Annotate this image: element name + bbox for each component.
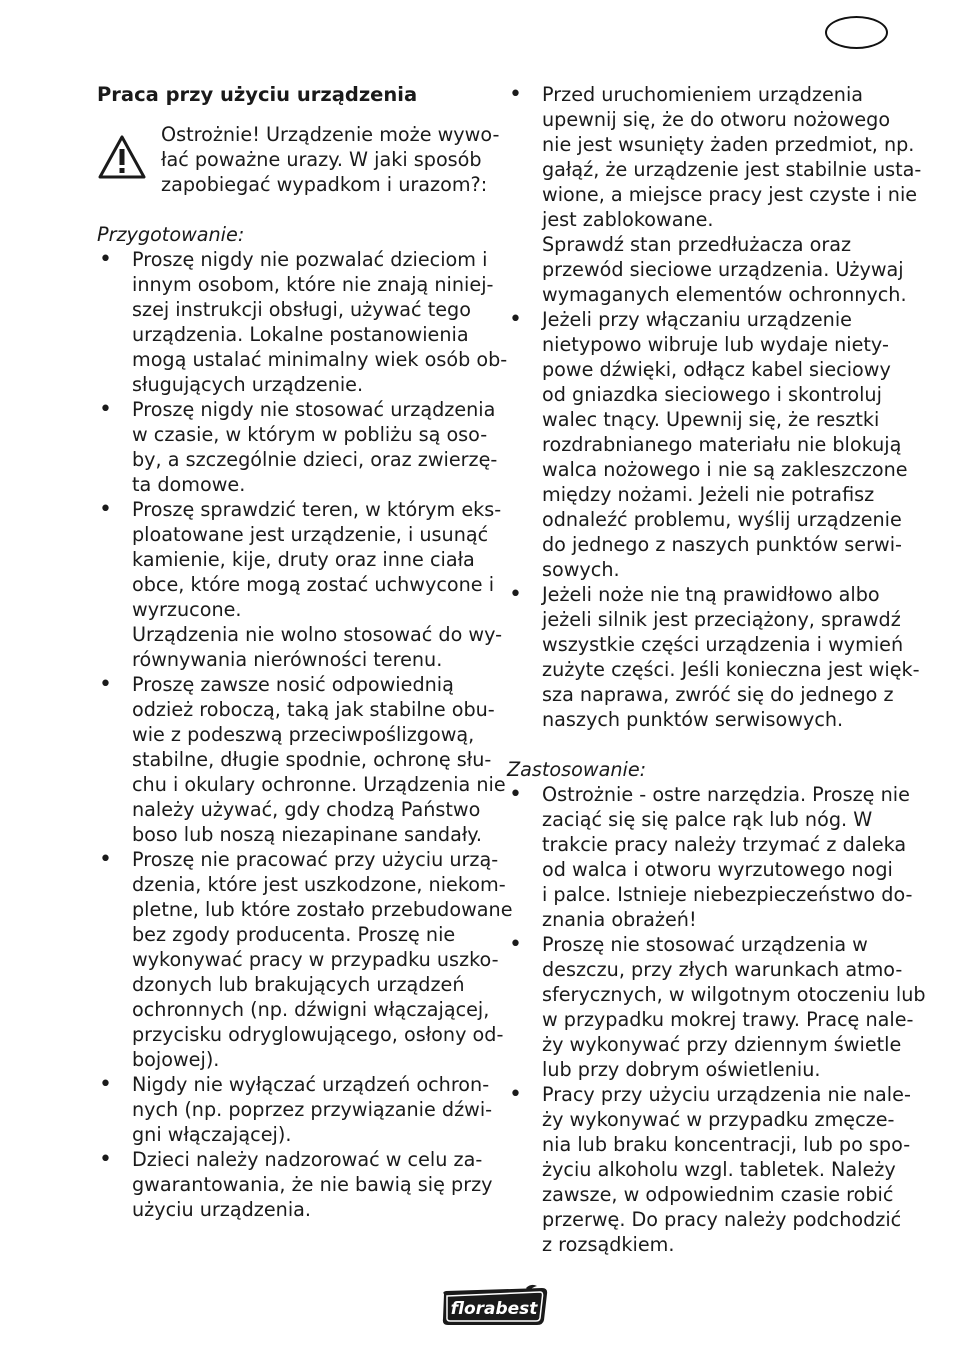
list-item-line: w czasie, w którym w pobliżu są oso- xyxy=(132,423,488,446)
list-item-line: bez zgody producenta. Proszę nie xyxy=(132,923,456,946)
warning-triangle-icon xyxy=(97,134,147,180)
warning-line: łać poważne urazy. W jaki sposób xyxy=(161,148,482,171)
list-item xyxy=(97,847,513,1072)
list-item-line: należy używać, gdy chodzą Państwo xyxy=(132,798,481,821)
warning-notice xyxy=(97,122,500,197)
list-item-line: powe dźwięki, odłącz kabel sieciowy xyxy=(542,358,891,381)
list-item xyxy=(97,672,506,847)
list-item-line: odzież roboczą, taką jak stabilne obu- xyxy=(132,698,495,721)
bullet-icon: • xyxy=(509,582,522,607)
list-item-line: nie jest wsunięty żaden przedmiot, np. xyxy=(542,133,915,156)
list-item-line: dzonych lub brakujących urządzeń xyxy=(132,973,465,996)
right-column xyxy=(507,82,926,1257)
list-item-line: w przypadku mokrej trawy. Pracę nale- xyxy=(542,1008,914,1031)
list-item-line: wymaganych elementów ochronnych. xyxy=(542,283,907,306)
list-item xyxy=(97,497,503,672)
bullet-icon: • xyxy=(99,847,112,872)
bullet-icon: • xyxy=(509,307,522,332)
list-item-line: Jeżeli noże nie tną prawidłowo albo xyxy=(542,583,880,606)
list-item-line: Proszę nigdy nie stosować urządzenia xyxy=(132,398,496,421)
bullet-icon: • xyxy=(99,497,112,522)
left-column xyxy=(97,82,513,1222)
list-item-line: Przed uruchomieniem urządzenia xyxy=(542,83,864,106)
list-item-line: sza naprawa, zwróć się do jednego z xyxy=(542,683,894,706)
florabest-logo xyxy=(438,1284,550,1328)
list-item-line: ploatowane jest urządzenie, i usunąć xyxy=(132,523,489,546)
list-item-line: trakcie pracy należy trzymać z daleka xyxy=(542,833,907,856)
list-item-line: odnaleźć problemu, wyślij urządzenie xyxy=(542,508,902,531)
bullet-icon: • xyxy=(509,82,522,107)
list-item-line: ży wykonywać przy dziennym świetle xyxy=(542,1033,902,1056)
list-item-line: i palce. Istnieje niebezpieczeństwo do- xyxy=(542,883,913,906)
list-item-line: Proszę nie pracować przy użyciu urzą- xyxy=(132,848,499,871)
preparation-list xyxy=(97,247,513,1222)
list-item-line: Proszę nigdy nie pozwalać dzieciom i xyxy=(132,248,488,271)
list-item xyxy=(507,307,908,582)
list-item-line: Dzieci należy nadzorować w celu za- xyxy=(132,1148,483,1171)
list-item xyxy=(97,247,508,397)
list-item-line: sferycznych, w wilgotnym otoczeniu lub xyxy=(542,983,926,1006)
safety-list-top xyxy=(507,82,922,732)
bullet-icon: • xyxy=(99,397,112,422)
list-item-line: gwarantowania, że nie bawią się przy xyxy=(132,1173,493,1196)
list-item-line: Pracy przy użyciu urządzenia nie nale- xyxy=(542,1083,911,1106)
list-item xyxy=(507,82,922,307)
list-item-line: przycisku odryglowującego, osłony od- xyxy=(132,1023,504,1046)
list-item xyxy=(97,1147,493,1222)
list-item xyxy=(507,932,926,1082)
list-item-line: między nożami. Jeżeli nie potrafisz xyxy=(542,483,875,506)
warning-line: zapobiegać wypadkom i urazom?: xyxy=(161,173,488,196)
warning-line: Ostrożnie! Urządzenie może wywo- xyxy=(161,123,500,146)
list-item-line: znania obrażeń! xyxy=(542,908,697,931)
list-item-line: przerwę. Do pracy należy podchodzić xyxy=(542,1208,902,1231)
list-item-line: od gniazdka sieciowego i skontroluj xyxy=(542,383,882,406)
warning-text xyxy=(161,122,500,197)
list-item-line: ta domowe. xyxy=(132,473,246,496)
list-item-line: chu i okulary ochronne. Urządzenia nie xyxy=(132,773,506,796)
bullet-icon: • xyxy=(509,932,522,957)
list-item-line: urządzenia. Lokalne postanowienia xyxy=(132,323,469,346)
list-item-line: walca nożowego i nie są zakleszczone xyxy=(542,458,908,481)
list-item-line: zużyte części. Jeśli konieczna jest więk- xyxy=(542,658,920,681)
list-item-line: lub przy dobrym oświetleniu. xyxy=(542,1058,821,1081)
list-item-line: Nigdy nie wyłączać urządzeń ochron- xyxy=(132,1073,490,1096)
list-item-line: wie z podeszwą przeciwpoślizgową, xyxy=(132,723,475,746)
list-item-line: ży wykonywać w przypadku zmęcze- xyxy=(542,1108,895,1131)
section-heading: Praca przy użyciu urządzenia xyxy=(97,83,418,106)
section-label-preparation: Przygotowanie: xyxy=(97,223,245,246)
list-item-line: Sprawdź stan przedłużacza oraz xyxy=(542,233,852,256)
bullet-icon: • xyxy=(509,1082,522,1107)
list-item-line: gałąź, że urządzenie jest stabilnie usta- xyxy=(542,158,922,181)
list-item-line: jest zablokowane. xyxy=(542,208,714,231)
list-item-line: użyciu urządzenia. xyxy=(132,1198,312,1221)
list-item-line: Proszę nie stosować urządzenia w xyxy=(542,933,868,956)
bullet-icon: • xyxy=(509,782,522,807)
list-item-line: przewód sieciowe urządzenia. Używaj xyxy=(542,258,904,281)
list-item-line: by, a szczególnie dzieci, oraz zwierzę- xyxy=(132,448,498,471)
list-item-line: od walca i otworu wyrzutowego nogi xyxy=(542,858,893,881)
bullet-icon: • xyxy=(99,247,112,272)
list-item-line: boso lub noszą niezapinane sandały. xyxy=(132,823,482,846)
list-item-line: sługujących urządzenie. xyxy=(132,373,364,396)
list-item xyxy=(97,1072,493,1147)
list-item-line: zaciąć się się palce rąk lub nóg. W xyxy=(542,808,873,831)
list-item-line: życiu alkoholu wzgl. tabletek. Należy xyxy=(542,1158,896,1181)
bullet-icon: • xyxy=(99,672,112,697)
list-item-line: wyrzucone. xyxy=(132,598,242,621)
list-item-line: wione, a miejsce pracy jest czyste i nie xyxy=(542,183,918,206)
list-item-line: Urządzenia nie wolno stosować do wy- xyxy=(132,623,503,646)
list-item-line: nych (np. poprzez przywiązanie dźwi- xyxy=(132,1098,493,1121)
list-item-line: upewnij się, że do otworu nożowego xyxy=(542,108,891,131)
list-item-line: kamienie, kije, druty oraz inne ciała xyxy=(132,548,475,571)
list-item-line: walec tnący. Upewnij się, że resztki xyxy=(542,408,880,431)
list-item-line: zawsze, w odpowiednim czasie robić xyxy=(542,1183,894,1206)
list-item-line: Jeżeli przy włączaniu urządzenie xyxy=(542,308,852,331)
list-item-line: sowych. xyxy=(542,558,620,581)
list-item-line: naszych punktów serwisowych. xyxy=(542,708,844,731)
list-item-line: obce, które mogą zostać uchwycone i xyxy=(132,573,495,596)
list-item xyxy=(97,397,498,497)
list-item-line: ochronnych (np. dźwigni włączającej, xyxy=(132,998,490,1021)
list-item-line: bojowej). xyxy=(132,1048,220,1071)
language-badge xyxy=(825,16,888,49)
list-item-line: Proszę sprawdzić teren, w którym eks- xyxy=(132,498,502,521)
list-item-line: stabilne, długie spodnie, ochronę słu- xyxy=(132,748,492,771)
list-item-line: gni włączającej). xyxy=(132,1123,292,1146)
list-item-line: Proszę zawsze nosić odpowiednią xyxy=(132,673,454,696)
bullet-icon: • xyxy=(99,1072,112,1097)
list-item-line: jeżeli silnik jest przeciążony, sprawdź xyxy=(542,608,901,631)
section-label-usage: Zastosowanie: xyxy=(507,758,647,781)
list-item xyxy=(507,782,913,932)
list-item-line: pletne, lub które zostało przebudowane xyxy=(132,898,513,921)
list-item-line: równywania nierówności terenu. xyxy=(132,648,443,671)
list-item-line: Ostrożnie - ostre narzędzia. Proszę nie xyxy=(542,783,910,806)
list-item-line: rozdrabnianego materiału nie blokują xyxy=(542,433,902,456)
list-item-line: z rozsądkiem. xyxy=(542,1233,675,1256)
bullet-icon: • xyxy=(99,1147,112,1172)
usage-list xyxy=(507,782,926,1257)
list-item-line: deszczu, przy złych warunkach atmo- xyxy=(542,958,903,981)
list-item-line: do jednego z naszych punktów serwi- xyxy=(542,533,902,556)
list-item-line: nia lub braku koncentracji, lub po spo- xyxy=(542,1133,911,1156)
list-item-line: nietypowo wibruje lub wydaje niety- xyxy=(542,333,889,356)
list-item-line: szej instrukcji obsługi, używać tego xyxy=(132,298,471,321)
list-item-line: innym osobom, które nie znają niniej- xyxy=(132,273,494,296)
list-item xyxy=(507,582,920,732)
list-item-line: wykonywać pracy w przypadku uszko- xyxy=(132,948,499,971)
list-item-line: wszystkie części urządzenia i wymień xyxy=(542,633,904,656)
list-item-line: mogą ustalać minimalny wiek osób ob- xyxy=(132,348,508,371)
list-item-line: dzenia, które jest uszkodzone, niekom- xyxy=(132,873,506,896)
list-item xyxy=(507,1082,911,1257)
logo-text: florabest xyxy=(450,1299,538,1319)
